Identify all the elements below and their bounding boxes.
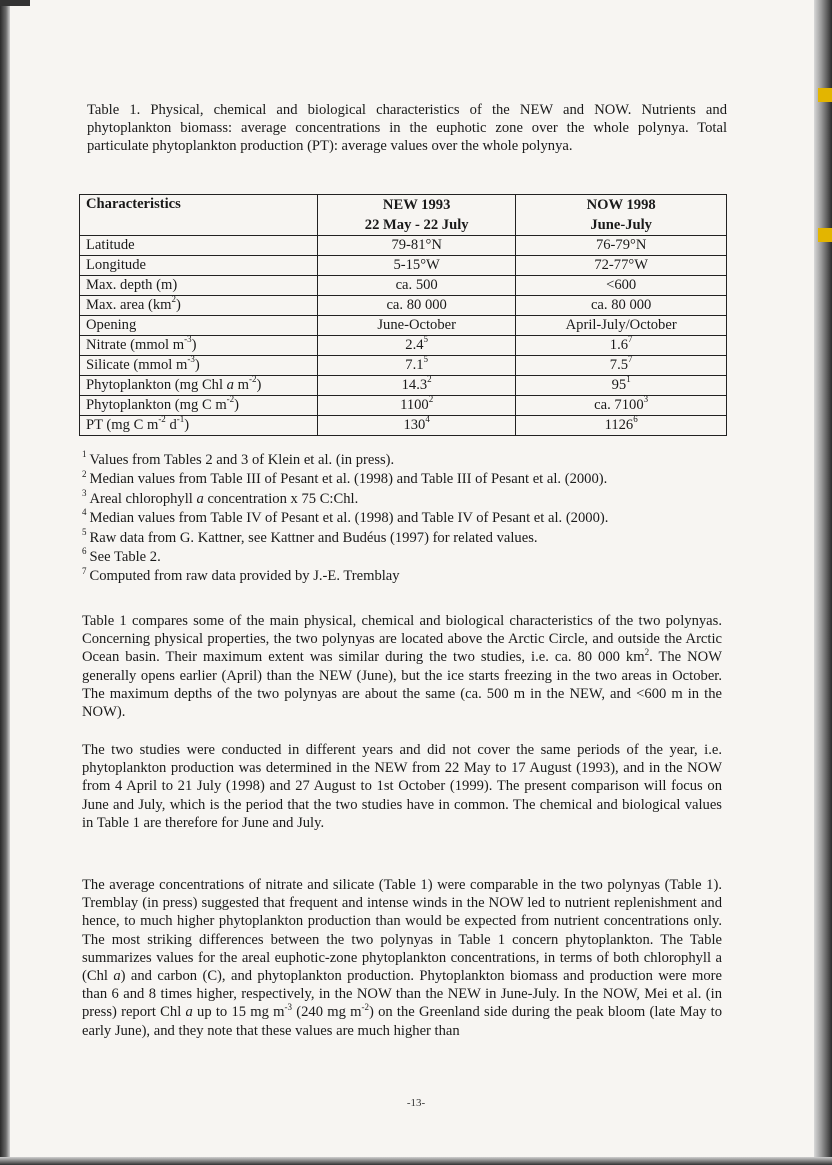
page-number: -13- bbox=[406, 1097, 426, 1109]
footnote: $^7$ Computed from raw data provided by J.-E. Tremblay bbox=[82, 565, 400, 585]
footnote: $^1$ Values from Tables 2 and 3 of Klein et al. (in press). bbox=[82, 449, 395, 468]
characteristics-table bbox=[79, 194, 727, 436]
scan-left-edge bbox=[0, 0, 10, 1165]
yellow-tab-marker bbox=[818, 228, 832, 242]
new-value: 79-81°N bbox=[318, 236, 516, 256]
table-row-opening bbox=[80, 316, 727, 336]
yellow-tab-marker bbox=[818, 88, 832, 102]
scan-right-edge bbox=[814, 0, 832, 1165]
table-row-phytoplankton-chl bbox=[80, 376, 727, 396]
header-new bbox=[318, 195, 516, 236]
new-value: $7.1^5$ bbox=[318, 356, 516, 376]
new-value: ca. 500 bbox=[318, 276, 516, 296]
table-row-pt bbox=[80, 416, 727, 436]
header-new-title: NEW 1993 bbox=[382, 197, 451, 213]
row-label: Silicate (mmol $m^{-3}$) bbox=[80, 356, 318, 376]
row-label: Nitrate (mmol $m^{-3}$) bbox=[80, 336, 318, 356]
now-value: 76-79°N bbox=[516, 236, 727, 256]
now-value: <600 bbox=[516, 276, 727, 296]
footnote: $^3$ Areal chlorophyll a concentration x 75 C:Chl. bbox=[82, 487, 359, 507]
footnote: $^4$ Median values from Table IV of Pesant et al. (1998) and Table IV of Pesant et al. (2000). bbox=[82, 507, 609, 527]
row-label: Max. area $(km^2)$ bbox=[80, 296, 318, 316]
new-value: 5-15°W bbox=[318, 256, 516, 276]
new-value: $2.4^5$ bbox=[318, 336, 516, 356]
now-value: $95^1$ bbox=[516, 376, 727, 396]
table-footnotes bbox=[82, 451, 732, 587]
new-value: 14.3$^2$ bbox=[318, 376, 516, 396]
footnote: $^6$ See Table 2. bbox=[82, 546, 161, 566]
now-value: 1126$^6$ bbox=[516, 416, 727, 436]
row-label: Latitude bbox=[80, 236, 318, 256]
row-label: Longitude bbox=[80, 256, 318, 276]
now-value: ca. 80 000 bbox=[516, 296, 727, 316]
row-label: Opening bbox=[80, 316, 318, 336]
table-row-phytoplankton-c bbox=[80, 396, 727, 416]
header-now-title: NOW 1998 bbox=[586, 197, 656, 213]
table-row-max-depth bbox=[80, 276, 727, 296]
table-row-longitude bbox=[80, 256, 727, 276]
new-value: ca. 80 000 bbox=[318, 296, 516, 316]
now-value: $7.5^7$ bbox=[516, 356, 727, 376]
new-value: 1100$^2$ bbox=[318, 396, 516, 416]
new-value: June-October bbox=[318, 316, 516, 336]
header-new-period: 22 May - 22 July bbox=[364, 217, 469, 233]
table-caption: Table 1. Physical, chemical and biological characteristics of the NEW and NOW. Nutrients and phytoplankton biomass: average concentrations in the euphotic zone over the whole polynya. Total particulate phytoplankton production (PT): average values over the whole polynya. bbox=[87, 102, 727, 154]
paragraph-1: Table 1 compares some of the main physical, chemical and biological characteristics of the two polynyas. Concerning physical properties, the two polynyas are located above the Arctic Circle, and outside the Arctic Ocean basin. Their maximum extent was similar during the two studies, i.e. ca. 80 000 $km^2$. The NOW generally opens earlier (April) than the NEW (June), but the ice starts freezing in the two areas in October. The maximum depths of the two polynyas are about the same (ca. 500 m in the NEW, and <600 m in the NOW). bbox=[82, 613, 722, 721]
now-value: ca. 7100$^3$ bbox=[516, 396, 727, 416]
table-header-row bbox=[80, 195, 727, 236]
scan-bottom-edge bbox=[0, 1157, 832, 1165]
row-label: Phytoplankton (mg Chl a $m^{-2}$) bbox=[80, 376, 318, 396]
header-now-period: June-July bbox=[590, 217, 652, 233]
row-label: PT (mg C $m^{-2}$ $d^{-1}$) bbox=[80, 416, 318, 436]
scan-corner-mark bbox=[0, 0, 30, 6]
now-value: 72-77°W bbox=[516, 256, 727, 276]
table-row-nitrate bbox=[80, 336, 727, 356]
paragraph-2: The two studies were conducted in different years and did not cover the same periods of the year, i.e. phytoplankton production was determined in the NEW from 22 May to 17 August (1993), and in the NOW from 4 April to 21 July (1998) and 27 August to 1st October (1999). The present comparison will focus on June and July, which is the period that the two studies have in common. The chemical and biological values in Table 1 are therefore for June and July. bbox=[82, 742, 722, 831]
footnote: $^2$ Median values from Table III of Pesant et al. (1998) and Table III of Pesant et al. (2000). bbox=[82, 468, 608, 488]
row-label: Phytoplankton (mg C $m^{-2}$) bbox=[80, 396, 318, 416]
table-row-latitude bbox=[80, 236, 727, 256]
paragraph-3: The average concentrations of nitrate and silicate (Table 1) were comparable in the two polynyas (Table 1). Tremblay (in press) suggested that frequent and intense winds in the NOW led to nutrient replenishment and hence, to much higher phytoplankton production than would be expected from nutrient concentrations only. The most striking differences between the two polynyas in Table 1 concern phytoplankton. The Table summarizes values for the areal euphotic-zone phytoplankton concentrations, in terms of both chlorophyll a (Chl a) and carbon (C), and phytoplankton production. Phytoplankton biomass and production were more than 6 and 8 times higher, respectively, in the NOW than the NEW in June-July. In the NOW, Mei et al. (in press) report Chl a up to 15 mg $m^{-3}$ (240 mg $m^{-2}$) on the Greenland side during the peak bloom (late May to early June), and they note that these values are much higher than bbox=[82, 877, 722, 1039]
now-value: $1.6^7$ bbox=[516, 336, 727, 356]
new-value: $130^4$ bbox=[318, 416, 516, 436]
now-value: April-July/October bbox=[516, 316, 727, 336]
row-label: Max. depth (m) bbox=[80, 276, 318, 296]
header-characteristics: Characteristics bbox=[80, 195, 318, 236]
footnote: $^5$ Raw data from G. Kattner, see Kattner and Budéus (1997) for related values. bbox=[82, 526, 538, 546]
header-now bbox=[516, 195, 727, 236]
table-row-max-area bbox=[80, 296, 727, 316]
table-row-silicate bbox=[80, 356, 727, 376]
